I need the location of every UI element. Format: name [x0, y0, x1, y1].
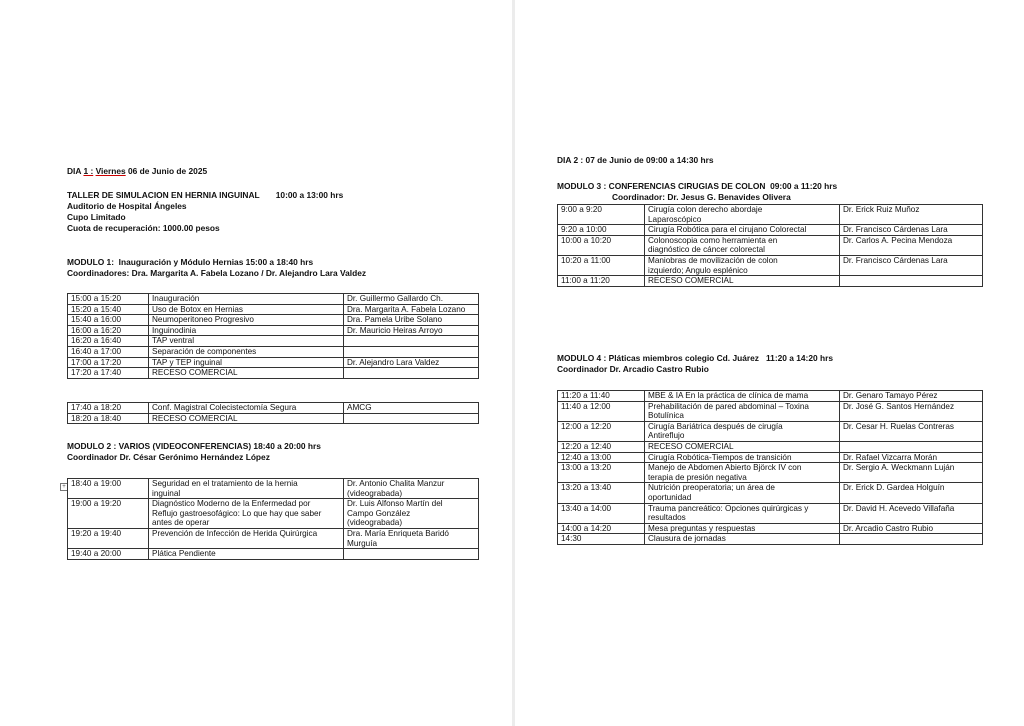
speaker-cell: Dr. Erick D. Gardea Holguín	[840, 483, 983, 503]
topic-cell: RECESO COMERCIAL	[149, 413, 344, 424]
time-cell: 15:20 a 15:40	[68, 304, 149, 315]
speaker-cell: Dr. José G. Santos Hernández	[840, 401, 983, 421]
time-cell: 18:40 a 19:00	[68, 479, 149, 499]
speaker-cell	[344, 336, 479, 347]
table-row	[558, 401, 983, 421]
topic-cell: Colonoscopia como herramienta en diagnóstico de cáncer colorectal	[645, 235, 840, 255]
table-row	[68, 325, 479, 336]
time-cell: 11:20 a 11:40	[558, 391, 645, 402]
table-row	[68, 549, 479, 560]
speaker-cell: Dr. Erick Ruiz Muñoz	[840, 205, 983, 225]
speaker-cell: Dr. David H. Acevedo Villafaña	[840, 503, 983, 523]
topic-cell: MBE & IA En la práctica de clínica de mama	[645, 391, 840, 402]
topic-cell: Uso de Botox en Hernias	[149, 304, 344, 315]
time-cell: 17:00 a 17:20	[68, 357, 149, 368]
topic-cell: Clausura de jornadas	[645, 534, 840, 545]
table-move-handle-icon[interactable]: +	[60, 483, 68, 491]
day1-header-rest: 06 de Junio de 2025	[125, 166, 208, 176]
table-row	[558, 276, 983, 287]
table-row	[68, 336, 479, 347]
table-row	[558, 523, 983, 534]
table-row	[68, 479, 479, 499]
time-cell: 12:40 a 13:00	[558, 452, 645, 463]
speaker-cell: Dra. Margarita A. Fabela Lozano	[344, 304, 479, 315]
speaker-cell: Dr. Francisco Cárdenas Lara	[840, 225, 983, 236]
table-row	[558, 534, 983, 545]
speaker-cell: Dr. Francisco Cárdenas Lara	[840, 255, 983, 275]
speaker-cell: AMCG	[344, 403, 479, 414]
speaker-cell	[344, 413, 479, 424]
topic-cell: Inguinodinia	[149, 325, 344, 336]
topic-cell: Neumoperitoneo Progresivo	[149, 315, 344, 326]
table-row	[558, 452, 983, 463]
table-row	[68, 499, 479, 529]
topic-cell: Nutrición preoperatoria; un área de oportunidad	[645, 483, 840, 503]
venue-line: Auditorio de Hospital Ángeles	[67, 201, 187, 211]
topic-cell: Manejo de Abdomen Abierto Björck IV con terapia de presión negativa	[645, 463, 840, 483]
topic-cell: Seguridad en el tratamiento de la hernia inguinal	[149, 479, 344, 499]
speaker-cell: Dr. Antonio Chalita Manzur (videograbada)	[344, 479, 479, 499]
topic-cell: Cirugía Robótica-Tiempos de transición	[645, 452, 840, 463]
speaker-cell: Dr. Arcadio Castro Rubio	[840, 523, 983, 534]
time-cell: 19:00 a 19:20	[68, 499, 149, 529]
table-row	[68, 357, 479, 368]
speaker-cell: Dra. Pamela Uribe Solano	[344, 315, 479, 326]
capacity-line: Cupo Limitado	[67, 212, 126, 222]
speaker-cell	[840, 276, 983, 287]
module3-title: MODULO 3 : CONFERENCIAS CIRUGIAS DE COLON 09:00 a 11:20 hrs	[557, 181, 838, 191]
topic-cell: TAP ventral	[149, 336, 344, 347]
module2-table	[67, 478, 479, 560]
time-cell: 15:00 a 15:20	[68, 294, 149, 305]
topic-cell: Plática Pendiente	[149, 549, 344, 560]
time-cell: 9:00 a 9:20	[558, 205, 645, 225]
time-cell: 9:20 a 10:00	[558, 225, 645, 236]
module2-coordinator: Coordinador Dr. César Gerónimo Hernández López	[67, 452, 270, 462]
speaker-cell	[344, 368, 479, 379]
topic-cell: Mesa preguntas y respuestas	[645, 523, 840, 534]
time-cell: 14:00 a 14:20	[558, 523, 645, 534]
topic-cell: Separación de componentes	[149, 346, 344, 357]
speaker-cell: Dr. Mauricio Heiras Arroyo	[344, 325, 479, 336]
table-row	[558, 255, 983, 275]
module3-table	[557, 204, 983, 287]
topic-cell: Diagnóstico Moderno de la Enfermedad por Reflujo gastroesofágico: Lo que hay que saber antes de operar	[149, 499, 344, 529]
time-cell: 13:40 a 14:00	[558, 503, 645, 523]
time-cell: 19:40 a 20:00	[68, 549, 149, 560]
speaker-cell: Dr. Guillermo Gallardo Ch.	[344, 294, 479, 305]
speaker-cell	[344, 346, 479, 357]
day2-header: DIA 2 : 07 de Junio de 09:00 a 14:30 hrs	[557, 155, 714, 165]
topic-cell: RECESO COMERCIAL	[149, 368, 344, 379]
speaker-cell: Dr. Rafael Vizcarra Morán	[840, 452, 983, 463]
table-row	[558, 503, 983, 523]
topic-cell: Cirugía colon derecho abordaje Laparoscópico	[645, 205, 840, 225]
time-cell: 17:20 a 17:40	[68, 368, 149, 379]
speaker-cell	[840, 534, 983, 545]
topic-cell: Cirugía Robótica para el cirujano Colorectal	[645, 225, 840, 236]
speaker-cell: Dr. Alejandro Lara Valdez	[344, 357, 479, 368]
speaker-cell: Dr. Genaro Tamayo Pérez	[840, 391, 983, 402]
table-row	[558, 391, 983, 402]
module1b-table	[67, 402, 479, 424]
time-cell: 17:40 a 18:20	[68, 403, 149, 414]
speaker-cell: Dr. Cesar H. Ruelas Contreras	[840, 421, 983, 441]
table-row	[558, 463, 983, 483]
time-cell: 16:40 a 17:00	[68, 346, 149, 357]
table-row	[558, 235, 983, 255]
day1-header-num: 1 :	[83, 166, 94, 176]
speaker-cell: Dra. María Enriqueta Baridó Murguía	[344, 528, 479, 548]
topic-cell: TAP y TEP inguinal	[149, 357, 344, 368]
table-row	[558, 421, 983, 441]
time-cell: 12:00 a 12:20	[558, 421, 645, 441]
time-cell: 10:00 a 10:20	[558, 235, 645, 255]
topic-cell: Conf. Magistral Colecistectomía Segura	[149, 403, 344, 414]
time-cell: 13:00 a 13:20	[558, 463, 645, 483]
module2-title: MODULO 2 : VARIOS (VIDEOCONFERENCIAS) 18:40 a 20:00 hrs	[67, 441, 321, 451]
speaker-cell	[840, 441, 983, 452]
time-cell: 19:20 a 19:40	[68, 528, 149, 548]
topic-cell: Maniobras de movilización de colon izquierdo; Angulo esplénico	[645, 255, 840, 275]
document-page-2	[515, 0, 1024, 726]
speaker-cell: Dr. Luis Alfonso Martín del Campo González (videograbada)	[344, 499, 479, 529]
time-cell: 16:00 a 16:20	[68, 325, 149, 336]
module3-coordinator: Coordinador: Dr. Jesus G. Benavides Olivera	[612, 192, 791, 202]
time-cell: 18:20 a 18:40	[68, 413, 149, 424]
time-cell: 14:30	[558, 534, 645, 545]
table-row	[68, 403, 479, 414]
module1-title: MODULO 1: Inauguración y Módulo Hernias 15:00 a 18:40 hrs	[67, 257, 314, 267]
speaker-cell	[344, 549, 479, 560]
module4-table	[557, 390, 983, 545]
table-row	[68, 413, 479, 424]
time-cell: 13:20 a 13:40	[558, 483, 645, 503]
topic-cell: RECESO COMERCIAL	[645, 441, 840, 452]
time-cell: 10:20 a 11:00	[558, 255, 645, 275]
day1-header-weekday: Viernes	[95, 166, 126, 176]
topic-cell: Trauma pancreático: Opciones quirúrgicas y resultados	[645, 503, 840, 523]
module1-table	[67, 293, 479, 379]
table-row	[558, 441, 983, 452]
topic-cell: Prevención de Infección de Herida Quirúrgica	[149, 528, 344, 548]
topic-cell: Cirugía Bariátrica después de cirugía Antireflujo	[645, 421, 840, 441]
table-row	[68, 315, 479, 326]
topic-cell: RECESO COMERCIAL	[645, 276, 840, 287]
module4-title: MODULO 4 : Pláticas miembros colegio Cd. Juárez 11:20 a 14:20 hrs	[557, 353, 834, 363]
time-cell: 11:00 a 11:20	[558, 276, 645, 287]
fee-line: Cuota de recuperación: 1000.00 pesos	[67, 223, 220, 233]
time-cell: 12:20 a 12:40	[558, 441, 645, 452]
table-row	[558, 205, 983, 225]
time-cell: 16:20 a 16:40	[68, 336, 149, 347]
speaker-cell: Dr. Sergio A. Weckmann Luján	[840, 463, 983, 483]
workshop-line: TALLER DE SIMULACION EN HERNIA INGUINAL 10:00 a 13:00 hrs	[67, 190, 344, 200]
time-cell: 15:40 a 16:00	[68, 315, 149, 326]
time-cell: 11:40 a 12:00	[558, 401, 645, 421]
speaker-cell: Dr. Carlos A. Pecina Mendoza	[840, 235, 983, 255]
module1-coordinators: Coordinadores: Dra. Margarita A. Fabela Lozano / Dr. Alejandro Lara Valdez	[67, 268, 367, 278]
topic-cell: Prehabilitación de pared abdominal – Toxina Botulínica	[645, 401, 840, 421]
table-row	[558, 225, 983, 236]
table-row	[558, 483, 983, 503]
table-row	[68, 304, 479, 315]
day1-header-pre: DIA	[67, 166, 84, 176]
table-row	[68, 368, 479, 379]
table-row	[68, 346, 479, 357]
module4-coordinator: Coordinador Dr. Arcadio Castro Rubio	[557, 364, 709, 374]
table-row	[68, 528, 479, 548]
topic-cell: Inauguración	[149, 294, 344, 305]
table-row	[68, 294, 479, 305]
day1-header	[67, 166, 207, 177]
